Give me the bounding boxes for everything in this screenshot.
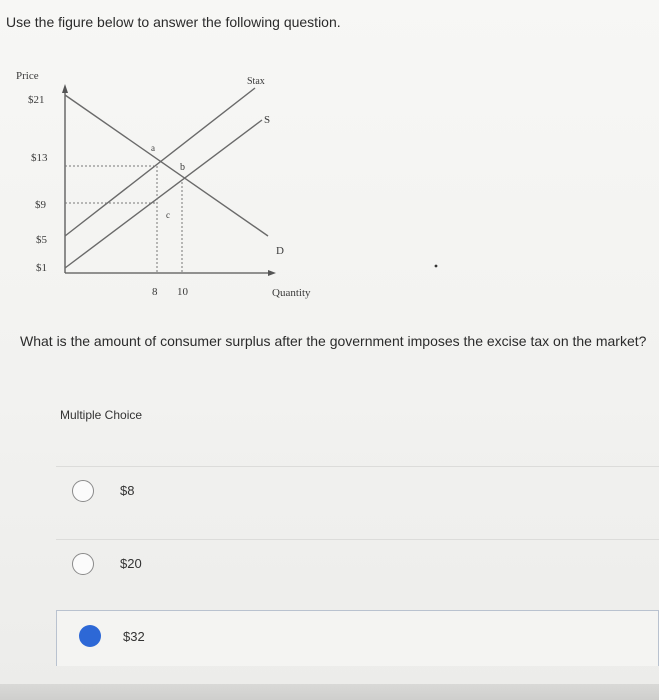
area-a-label: a [151,143,155,153]
supply-demand-figure [0,60,659,310]
supply-tax-curve [65,88,255,236]
option-label: $20 [120,556,142,571]
x-axis-label: Quantity [272,287,311,299]
y-axis-label: Price [16,70,39,82]
supply-label: S [264,114,271,126]
stax-label: Stax [247,76,265,87]
option-20[interactable] [56,539,659,589]
x-tick-8: 8 [152,286,158,298]
instruction-text: Use the figure below to answer the following question. [6,14,341,30]
y-tick-13: $13 [31,152,48,164]
stray-dot [435,265,438,268]
area-b-label: b [180,162,185,173]
radio-button-selected[interactable] [79,625,101,647]
question-text: What is the amount of consumer surplus after the government imposes the excise tax on the market? [20,333,647,349]
option-8[interactable] [56,466,659,516]
option-32-selected[interactable] [56,610,659,666]
bottom-edge [0,684,659,700]
y-tick-5: $5 [36,234,47,246]
x-tick-10: 10 [177,286,188,298]
supply-demand-graph [0,60,659,310]
radio-button[interactable] [72,553,94,575]
supply-curve [65,120,262,268]
option-label: $32 [123,629,145,644]
demand-label: D [276,245,284,257]
radio-button[interactable] [72,480,94,502]
area-c-label: c [166,210,170,220]
y-tick-9: $9 [35,199,46,211]
multiple-choice-label: Multiple Choice [60,408,143,422]
y-tick-1: $1 [36,262,47,274]
y-tick-21: $21 [28,94,45,106]
option-label: $8 [120,483,135,498]
y-axis-arrow [62,84,68,93]
x-axis-arrow [268,270,276,276]
